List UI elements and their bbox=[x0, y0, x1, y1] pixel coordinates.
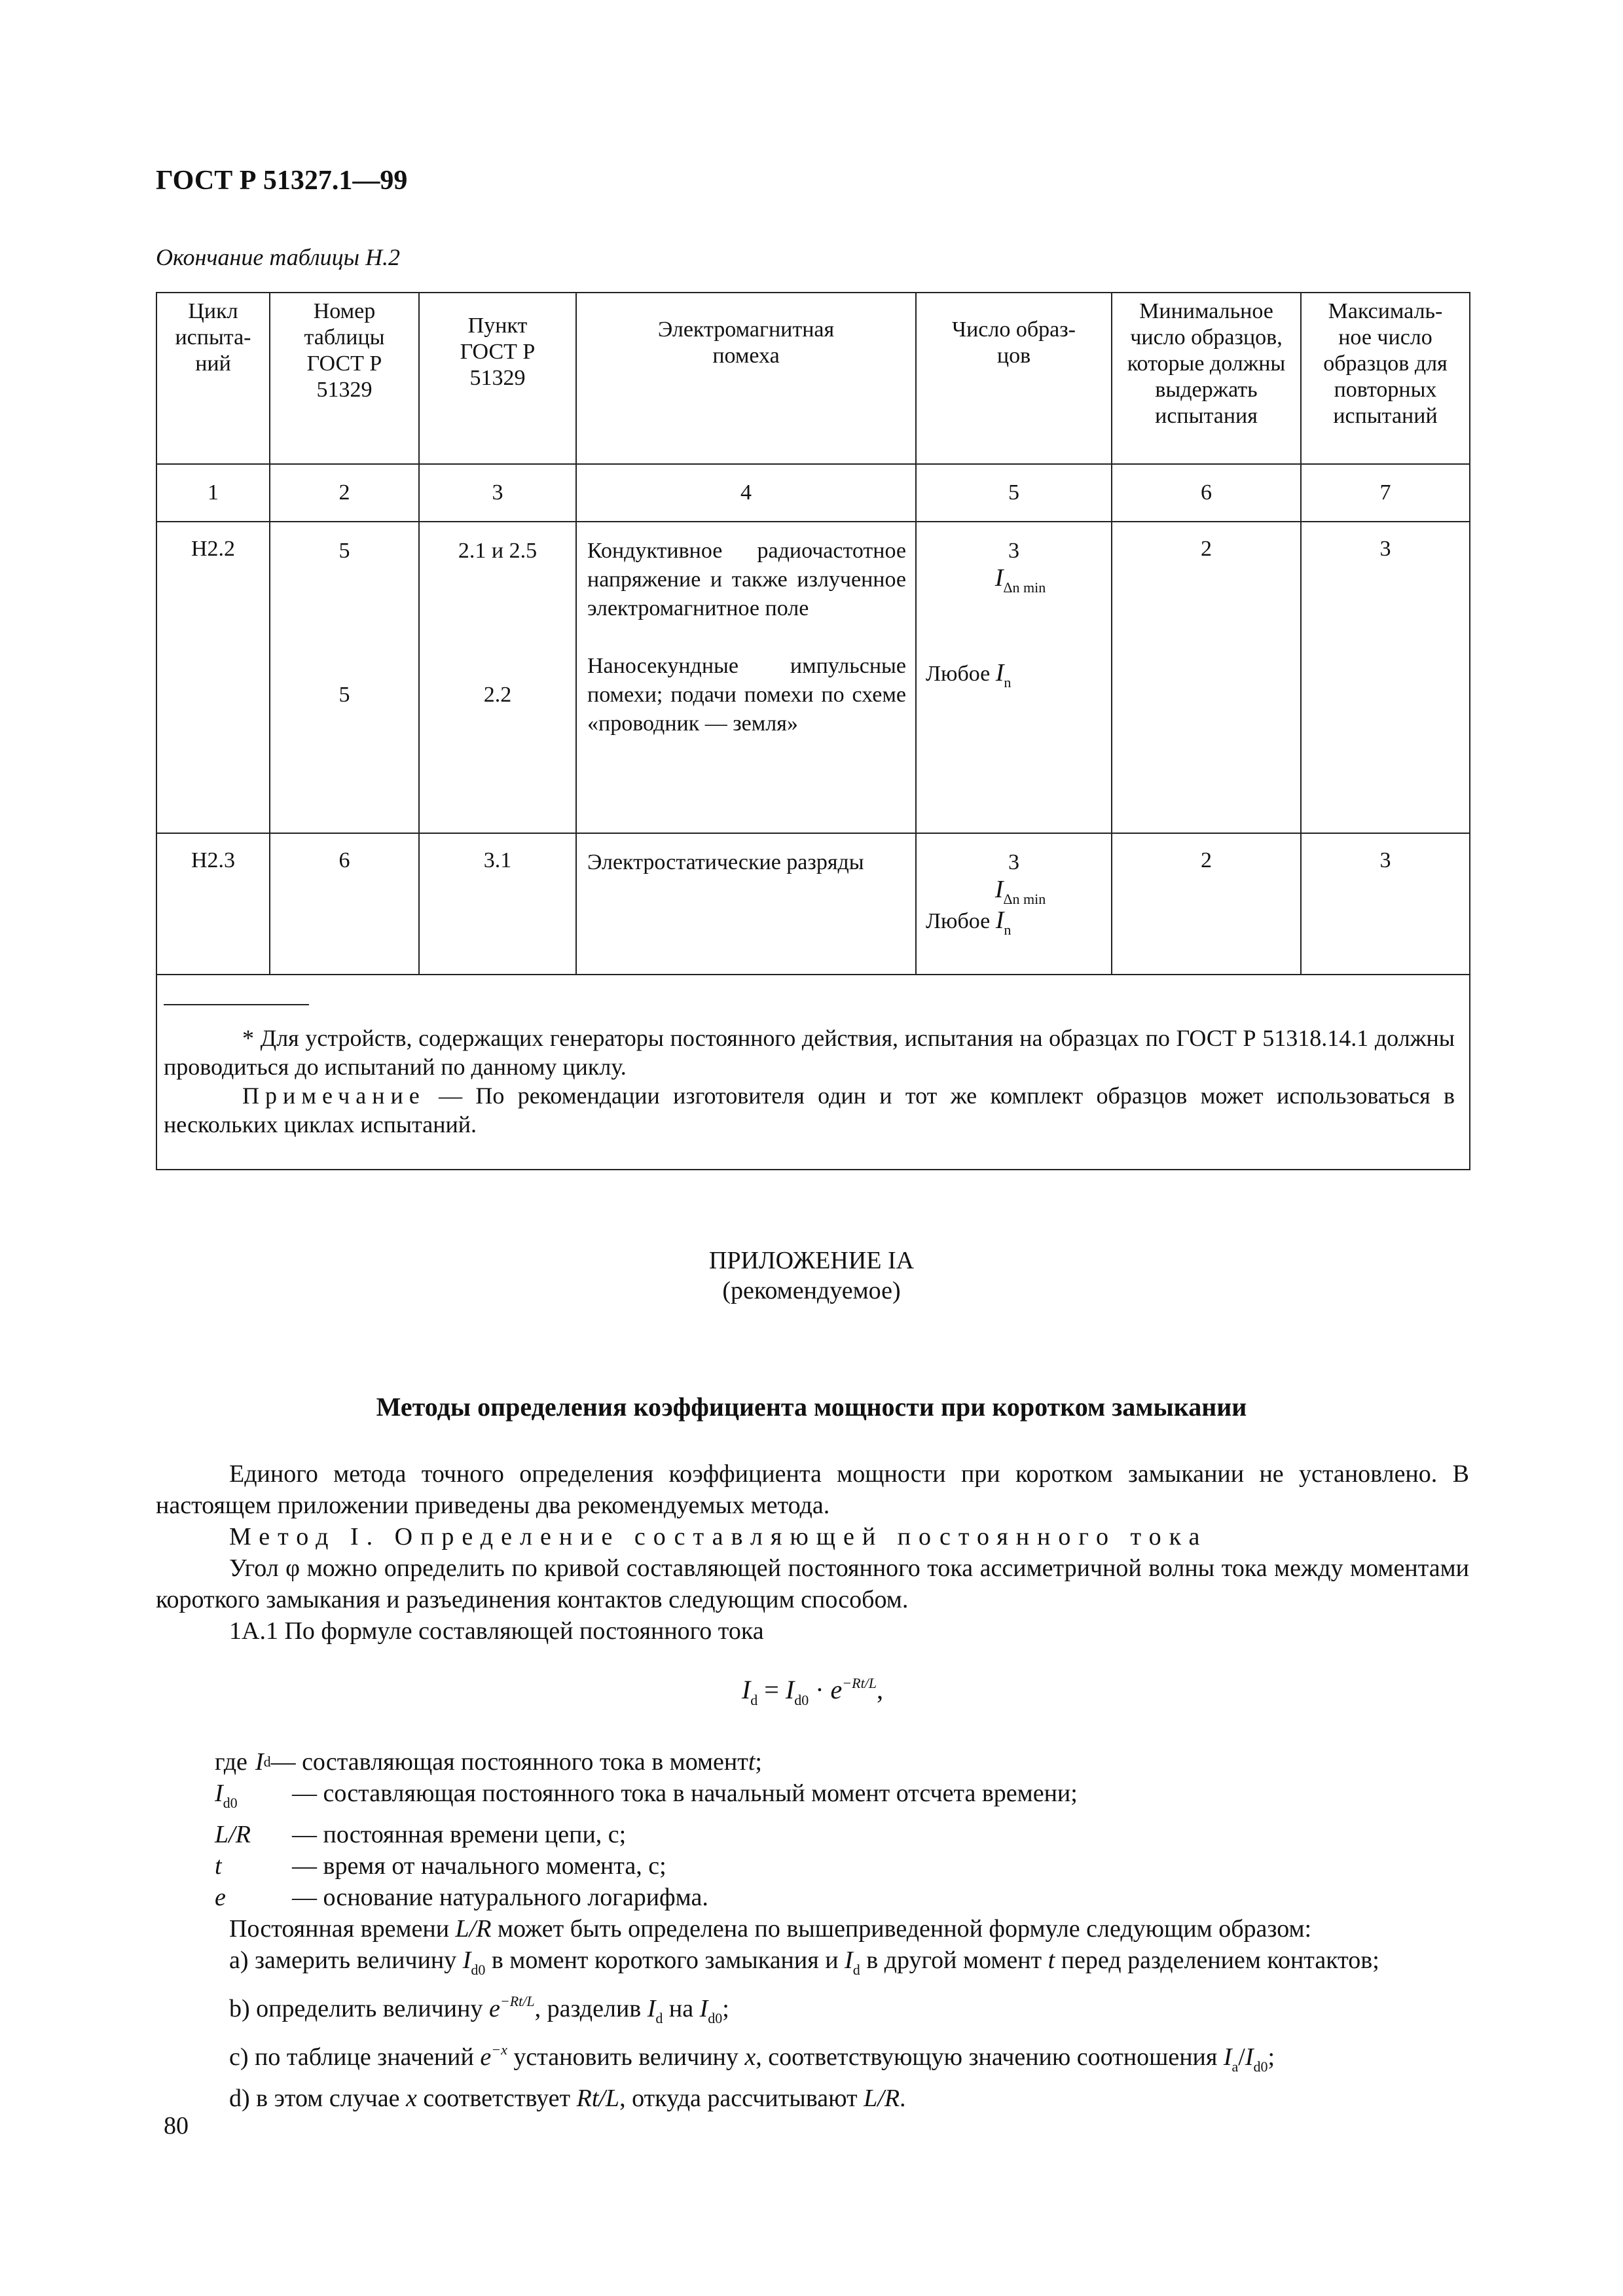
step-a bbox=[156, 1945, 1469, 1986]
definition-text: — постоянная времени цепи, с; bbox=[292, 1821, 627, 1848]
definition-symbol: e bbox=[215, 1884, 226, 1911]
current-symbol: I bbox=[994, 564, 1004, 592]
text-run: c) по таблице значений bbox=[229, 2043, 481, 2071]
paragraph bbox=[156, 1913, 1469, 1945]
math-superscript: −x bbox=[491, 2041, 507, 2058]
samples-current bbox=[917, 908, 1111, 939]
math-symbol: Rt/L bbox=[576, 2085, 620, 2112]
math-symbol: L/R bbox=[864, 2085, 900, 2112]
standard-id: ГОСТ Р 51327.1—99 bbox=[156, 166, 408, 196]
math-symbol: I bbox=[1245, 2043, 1254, 2071]
min-samples-cell: 2 bbox=[1112, 833, 1301, 975]
formula-symbol: I bbox=[741, 1675, 751, 1704]
definition-symbol: I bbox=[255, 1748, 264, 1776]
definition-item bbox=[156, 1850, 1469, 1882]
math-subscript: d bbox=[655, 2010, 663, 2026]
appendix-heading: Методы определения коэффициента мощности при коротком замыкании bbox=[376, 1392, 1247, 1422]
definition-subscript: d0 bbox=[223, 1795, 238, 1811]
clause-cell: 3.1 bbox=[419, 833, 576, 975]
col-header-table-no: Номер таблицы ГОСТ Р 51329 bbox=[270, 293, 419, 464]
definition-symbol: I bbox=[215, 1780, 223, 1807]
text-run: на bbox=[663, 1995, 700, 2022]
page-number: 80 bbox=[164, 2112, 189, 2140]
math-symbol: e bbox=[488, 1995, 500, 2022]
math-subscript: d0 bbox=[471, 1962, 486, 1978]
table-caption: Окончание таблицы Н.2 bbox=[156, 244, 401, 270]
formula-operator: = bbox=[757, 1675, 786, 1704]
text-run: , соответствующую значению соотношения bbox=[756, 2043, 1224, 2071]
cycle-cell: Н2.3 bbox=[156, 833, 270, 975]
table-no-cell: 6 bbox=[270, 833, 419, 975]
math-subscript: a bbox=[1231, 2058, 1239, 2075]
text-run: , разделив bbox=[534, 1995, 647, 2022]
footnote-divider bbox=[164, 1004, 309, 1005]
table-no-cell bbox=[270, 522, 419, 833]
footnote: * Для устройств, содержащих генераторы постоянного действия, испытания на образцах по ГОСТ Р 51318.14.1 должны проводиться до испытаний по данному циклу. bbox=[164, 1025, 1455, 1080]
formula-subscript: d bbox=[750, 1692, 758, 1708]
note-label: Примечание bbox=[242, 1083, 426, 1109]
definition-subscript: d bbox=[263, 1753, 271, 1770]
col-header-min-samples: Минимальное число образцов, которые должны выдержать испытания bbox=[1112, 293, 1301, 464]
text-run: перед разделением контактов; bbox=[1055, 1946, 1379, 1974]
math-symbol: x bbox=[406, 2085, 417, 2112]
text-run: соответствует bbox=[416, 2085, 577, 2112]
current-subscript: n bbox=[1004, 922, 1012, 938]
definition-key bbox=[215, 1778, 292, 1819]
samples-prefix: Любое bbox=[926, 909, 991, 933]
definition-symbol: L/R bbox=[215, 1821, 251, 1848]
col-header-max-samples: Максималь- ное число образцов для повторных испытаний bbox=[1301, 293, 1470, 464]
table-row bbox=[156, 522, 1470, 833]
disturbance-text: Кондуктивное радиочастотное напряжение и также излученное электромагнитное поле bbox=[587, 539, 906, 620]
col-number: 1 bbox=[156, 464, 270, 522]
math-symbol: I bbox=[845, 1946, 853, 1974]
math-subscript: d0 bbox=[1253, 2058, 1268, 2075]
col-number: 7 bbox=[1301, 464, 1470, 522]
samples-prefix: Любое bbox=[926, 662, 991, 686]
math-symbol: I bbox=[1223, 2043, 1232, 2071]
formula-symbol: e bbox=[830, 1675, 843, 1704]
col-number: 3 bbox=[419, 464, 576, 522]
math-operator: / bbox=[1238, 2043, 1245, 2071]
current-subscript: Δn min bbox=[1003, 891, 1046, 907]
text-run: установить величину bbox=[507, 2043, 745, 2071]
definition-text: — основание натурального логарифма. bbox=[292, 1884, 708, 1911]
table-no-value: 5 bbox=[338, 683, 350, 707]
disturbance-text: Наносекундные импульсные помехи; подачи помехи по схеме «проводник — земля» bbox=[587, 654, 906, 736]
appendix-body bbox=[156, 1458, 1469, 2114]
col-number: 2 bbox=[270, 464, 419, 522]
math-symbol: I bbox=[647, 1995, 656, 2022]
samples-current bbox=[917, 565, 1111, 596]
clause-cell bbox=[419, 522, 576, 833]
text-run: a) замерить величину bbox=[229, 1946, 463, 1974]
step-d bbox=[156, 2083, 1469, 2114]
text-run: в момент короткого замыкания и bbox=[485, 1946, 845, 1974]
where-label: где bbox=[215, 1748, 247, 1776]
text-run: ; bbox=[1267, 2043, 1275, 2071]
step-c bbox=[156, 2034, 1469, 2083]
col-header-disturbance: Электромагнитная помеха bbox=[576, 293, 916, 464]
text-run: d) в этом случае bbox=[229, 2085, 407, 2112]
formula bbox=[156, 1668, 1469, 1716]
text-run: , откуда рассчитывают bbox=[619, 2085, 864, 2112]
clause-value: 2.2 bbox=[483, 683, 512, 707]
col-header-clause: Пункт ГОСТ Р 51329 bbox=[419, 293, 576, 464]
text-run: может быть определена по вышеприведенной формуле следующим образом: bbox=[491, 1915, 1312, 1943]
disturbance-cell bbox=[576, 833, 916, 975]
definition-item bbox=[156, 1882, 1469, 1913]
col-header-samples: Число образ- цов bbox=[916, 293, 1112, 464]
text-run: b) определить величину bbox=[229, 1995, 489, 2022]
appendix-subtitle: (рекомендуемое) bbox=[722, 1277, 901, 1304]
math-symbol: I bbox=[699, 1995, 708, 2022]
formula-subscript: d0 bbox=[794, 1692, 809, 1708]
table-header-row bbox=[156, 293, 1470, 464]
table-no-value: 5 bbox=[338, 539, 350, 563]
math-subscript: d bbox=[852, 1962, 860, 1978]
formula-operator: , bbox=[877, 1675, 884, 1704]
clause-value: 2.1 и 2.5 bbox=[458, 539, 538, 563]
math-symbol: t bbox=[1048, 1946, 1055, 1974]
current-symbol: I bbox=[995, 659, 1004, 687]
formula-symbol: I bbox=[785, 1675, 795, 1704]
current-symbol: I bbox=[994, 876, 1004, 903]
col-number: 6 bbox=[1112, 464, 1301, 522]
paragraph: Угол φ можно определить по кривой составляющей постоянного тока ассиметричной волны тока между моментами короткого замыкания и разъединения контактов следующим способом. bbox=[156, 1554, 1469, 1613]
paragraph: Единого метода точного определения коэффициента мощности при коротком замыкании не установлено. В настоящем приложении приведены два рекомендуемых метода. bbox=[156, 1460, 1469, 1519]
math-subscript: d0 bbox=[708, 2010, 723, 2026]
current-subscript: Δn min bbox=[1003, 579, 1046, 596]
math-symbol: x bbox=[744, 2043, 756, 2071]
definition-text: — составляющая постоянного тока в момент bbox=[270, 1748, 748, 1776]
math-superscript: −Rt/L bbox=[500, 1993, 535, 2009]
table-row bbox=[156, 833, 1470, 975]
step-b bbox=[156, 1986, 1469, 2034]
disturbance-cell bbox=[576, 522, 916, 833]
table-notes-cell bbox=[156, 975, 1470, 1170]
col-number: 4 bbox=[576, 464, 916, 522]
samples-cell bbox=[916, 833, 1112, 975]
column-number-row bbox=[156, 464, 1470, 522]
samples-current bbox=[917, 660, 1111, 691]
samples-count: 3 bbox=[1008, 539, 1019, 563]
definition-text: — составляющая постоянного тока в начальный момент отсчета времени; bbox=[292, 1780, 1078, 1807]
paragraph: 1А.1 По формуле составляющей постоянного тока bbox=[229, 1617, 764, 1645]
samples-cell bbox=[916, 522, 1112, 833]
definition-symbol: t bbox=[215, 1852, 222, 1880]
disturbance-text: Электростатические разряды bbox=[587, 850, 864, 874]
text-run: ; bbox=[722, 1995, 729, 2022]
text-run: . bbox=[900, 2085, 906, 2112]
col-number: 5 bbox=[916, 464, 1112, 522]
definition-text: ; bbox=[755, 1748, 762, 1776]
definition-item bbox=[156, 1746, 1469, 1778]
definition-symbol: t bbox=[748, 1748, 756, 1776]
max-samples-cell: 3 bbox=[1301, 522, 1470, 833]
samples-count: 3 bbox=[1008, 850, 1019, 874]
math-symbol: I bbox=[462, 1946, 471, 1974]
text-run: Постоянная времени bbox=[229, 1915, 456, 1943]
definitions-list bbox=[156, 1746, 1469, 1913]
formula-operator: · bbox=[809, 1675, 831, 1704]
max-samples-cell: 3 bbox=[1301, 833, 1470, 975]
current-subscript: n bbox=[1004, 674, 1012, 691]
col-header-cycle: Цикл испыта- ний bbox=[156, 293, 270, 464]
text-run: в другой момент bbox=[860, 1946, 1048, 1974]
test-cycles-table bbox=[156, 292, 1470, 1170]
samples-current bbox=[917, 877, 1111, 908]
appendix-title: ПРИЛОЖЕНИЕ IA bbox=[708, 1247, 915, 1274]
min-samples-cell: 2 bbox=[1112, 522, 1301, 833]
table-note bbox=[164, 1081, 1455, 1139]
formula-superscript: −Rt/L bbox=[842, 1675, 877, 1691]
math-symbol: L/R bbox=[455, 1915, 492, 1943]
definition-item bbox=[156, 1819, 1469, 1850]
note-text: — По рекомендации изготовителя один и тот же комплект образцов может использоваться в нескольких циклах испытаний. bbox=[164, 1083, 1455, 1138]
math-symbol: e bbox=[480, 2043, 492, 2071]
definition-text: — время от начального момента, с; bbox=[292, 1852, 666, 1880]
cycle-cell: Н2.2 bbox=[156, 522, 270, 833]
definition-item bbox=[156, 1778, 1469, 1819]
current-symbol: I bbox=[995, 906, 1004, 934]
table-notes-row bbox=[156, 975, 1470, 1170]
method-heading: Метод I. Определение составляющей постоянного тока bbox=[229, 1523, 1208, 1551]
